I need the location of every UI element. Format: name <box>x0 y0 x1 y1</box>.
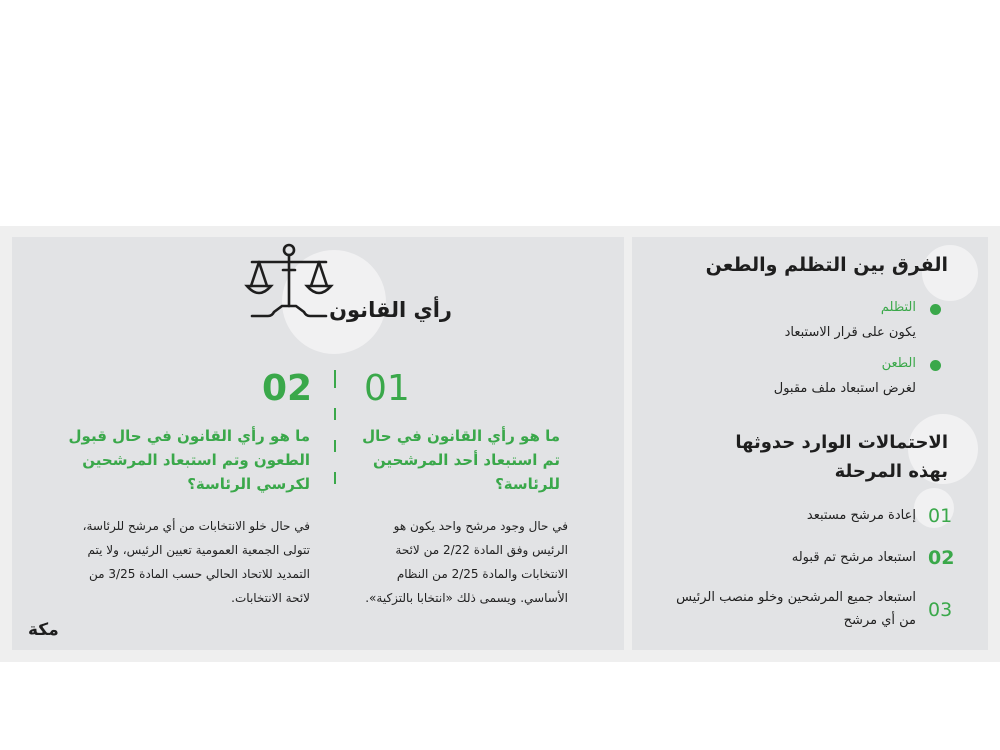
case-number-02: 02 <box>262 368 313 409</box>
divider-dash <box>334 472 336 484</box>
newspaper-logo: مكة <box>28 620 59 640</box>
divider-dash <box>334 440 336 452</box>
scales-of-justice-icon <box>244 240 334 322</box>
possibility-number-02: 02 <box>928 547 955 569</box>
difference-title: الفرق بين التظلم والطعن <box>705 254 948 276</box>
case-number-01: 01 <box>364 368 410 409</box>
green-dot-icon <box>930 304 941 315</box>
possibility-text-02: استبعاد مرشح تم قبوله <box>791 550 916 565</box>
divider-dash <box>334 370 336 388</box>
possibilities-title: الاحتمالات الوارد حدوثها بهذه المرحلة <box>735 432 948 482</box>
law-title: رأي القانون <box>329 298 452 322</box>
term-appeal: الطعن <box>881 356 916 371</box>
possibility-text-01: إعادة مرشح مستبعد <box>806 508 916 523</box>
divider-dash <box>334 408 336 420</box>
case-question-01: ما هو رأي القانون في حال تم استبعاد أحد المرشحين للرئاسة؟ <box>362 427 560 493</box>
term-grievance: التظلم <box>880 300 916 315</box>
possibility-number-03: 03 <box>928 599 953 621</box>
case-answer-02: في حال خلو الانتخابات من أي مرشح للرئاسة، تتولى الجمعية العمومية تعيين الرئيس، ولا يتم التمديد للاتحاد الحالي حسب المادة 3/25 من لائحة الانتخابات. <box>82 519 310 605</box>
term-grievance-desc: يكون على قرار الاستبعاد <box>784 325 916 340</box>
green-dot-icon <box>930 360 941 371</box>
case-question-02: ما هو رأي القانون في حال قبول الطعون وتم استبعاد المرشحين لكرسي الرئاسة؟ <box>68 427 310 493</box>
case-answer-01: في حال وجود مرشح واحد يكون هو الرئيس وفق المادة 2/22 من لائحة الانتخابات والمادة 2/25 من النظام الأساسي. ويسمى ذلك «انتخابا بالتزكية». <box>365 519 568 605</box>
possibility-number-01: 01 <box>928 505 953 527</box>
possibility-text-03: استبعاد جميع المرشحين وخلو منصب الرئيس من أي مرشح <box>676 590 916 628</box>
term-appeal-desc: لغرض استبعاد ملف مقبول <box>773 381 916 396</box>
